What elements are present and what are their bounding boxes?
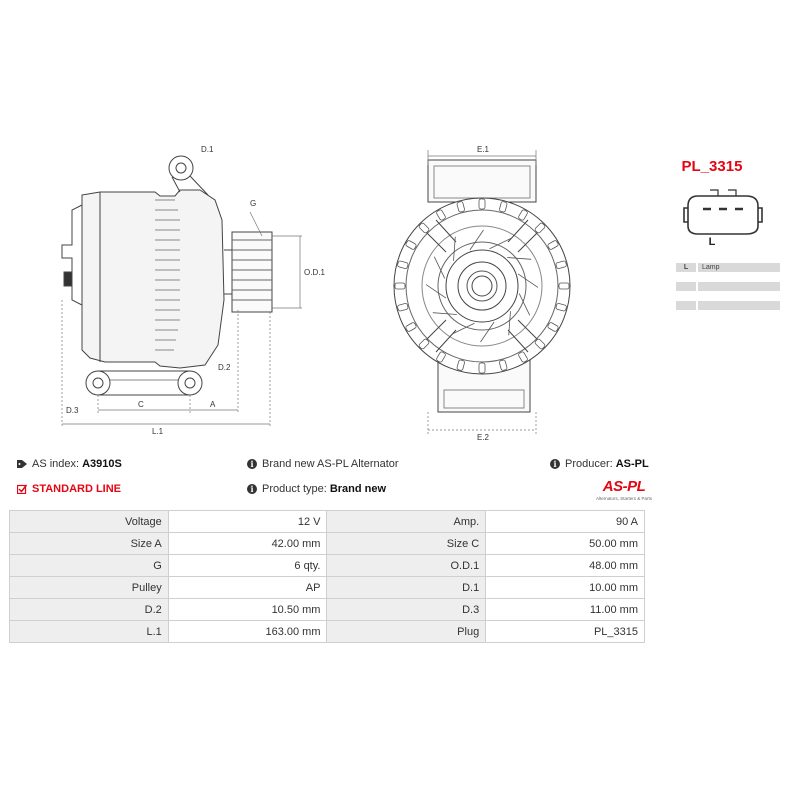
plug-title: PL_3315 (681, 158, 743, 175)
label-a: A (210, 400, 216, 409)
spec-key: D.3 (327, 599, 486, 621)
label-d3: D.3 (66, 406, 79, 415)
spec-value: 42.00 mm (168, 533, 327, 555)
label-c: C (138, 400, 144, 409)
product-type-value: Brand new (329, 483, 387, 495)
label-e2: E.2 (477, 433, 490, 442)
as-index-info (17, 458, 122, 470)
spec-key: O.D.1 (327, 555, 486, 577)
spec-key: Size C (327, 533, 486, 555)
standard-line-info (17, 483, 121, 495)
checkbox-checked-icon (17, 484, 27, 494)
table-row (10, 621, 645, 643)
standard-line-label: STANDARD LINE (32, 483, 122, 495)
label-g: G (250, 199, 257, 208)
plug-pin-label: L (708, 236, 716, 248)
spec-value: 10.00 mm (486, 577, 645, 599)
spec-value: AP (168, 577, 327, 599)
table-row (10, 599, 645, 621)
pin-code: L (676, 263, 696, 272)
spec-value: 163.00 mm (168, 621, 327, 643)
spec-value: 6 qty. (168, 555, 327, 577)
pin-code (676, 282, 696, 291)
logo-text: AS-PL (602, 478, 646, 495)
plug-pin-table (676, 263, 780, 320)
producer-value: AS-PL (615, 458, 649, 470)
plug-connector-drawing (684, 190, 762, 234)
ring-slot (395, 283, 405, 289)
producer-info (550, 458, 649, 470)
product-type-info (247, 483, 386, 495)
condition-info (247, 458, 399, 470)
condition-text: Brand new AS-PL Alternator (262, 458, 399, 470)
spec-key: D.1 (327, 577, 486, 599)
spec-key: D.2 (10, 599, 169, 621)
pin-desc (698, 282, 780, 291)
pin-row (676, 282, 780, 291)
ring-slot (479, 363, 485, 373)
specifications-table (9, 510, 645, 643)
spec-value: 48.00 mm (486, 555, 645, 577)
spec-value: 10.50 mm (168, 599, 327, 621)
label-e1: E.1 (477, 145, 490, 154)
info-icon: i (247, 484, 257, 494)
spec-key: Amp. (327, 511, 486, 533)
pin-code (676, 301, 696, 310)
spec-key: Pulley (10, 577, 169, 599)
label-od1: O.D.1 (304, 268, 325, 277)
as-pl-logo (584, 478, 664, 501)
side-view (62, 156, 272, 395)
info-icon: i (550, 459, 560, 469)
as-index-label: AS index: (32, 458, 80, 470)
spec-key: L.1 (10, 621, 169, 643)
producer-label: Producer: (565, 458, 613, 470)
label-d1: D.1 (201, 145, 214, 154)
spec-value: 90 A (486, 511, 645, 533)
table-row (10, 577, 645, 599)
label-l1: L.1 (152, 427, 164, 436)
ring-slot (559, 283, 569, 289)
spec-key: Size A (10, 533, 169, 555)
spec-key: Plug (327, 621, 486, 643)
as-index-value: A3910S (82, 458, 122, 470)
product-type-label: Product type: (262, 483, 327, 495)
info-icon: i (247, 459, 257, 469)
table-row (10, 533, 645, 555)
spec-value: 11.00 mm (486, 599, 645, 621)
pin-row (676, 263, 780, 272)
spec-key: G (10, 555, 169, 577)
front-view (394, 160, 570, 412)
ring-slot (479, 199, 485, 209)
spec-value: 12 V (168, 511, 327, 533)
pin-desc: Lamp (698, 263, 780, 272)
spec-key: Voltage (10, 511, 169, 533)
pin-desc (698, 301, 780, 310)
table-row (10, 511, 645, 533)
label-d2: D.2 (218, 363, 231, 372)
tag-icon (17, 459, 27, 469)
logo-subtitle: Alternators, Starters & Parts (595, 496, 653, 501)
spec-value: PL_3315 (486, 621, 645, 643)
spec-value: 50.00 mm (486, 533, 645, 555)
pin-row (676, 301, 780, 310)
table-row (10, 555, 645, 577)
